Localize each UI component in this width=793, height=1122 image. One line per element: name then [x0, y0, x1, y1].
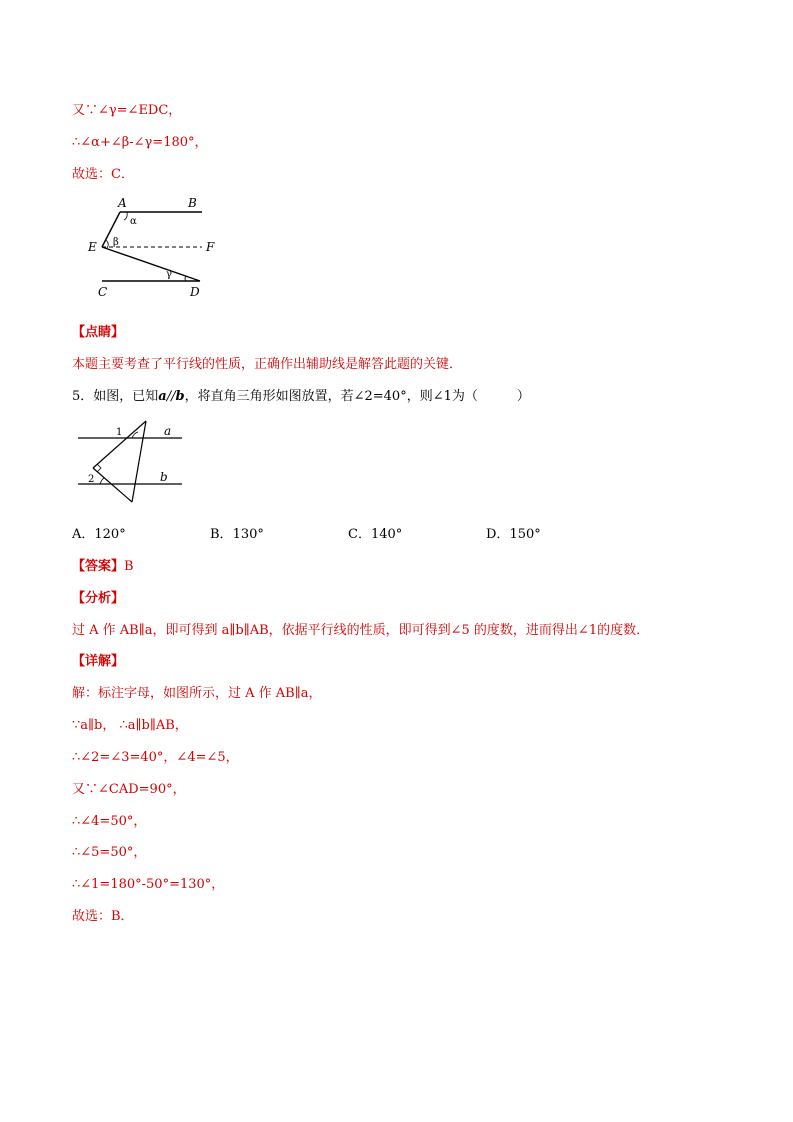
detail-line-1: 解：标注字母，如图所示，过 A 作 AB∥a，: [72, 686, 322, 701]
label-F: F: [206, 240, 215, 254]
option-b-letter: B．: [210, 527, 233, 542]
question-parallel: //: [166, 389, 176, 404]
option-a-value: 120°: [94, 527, 126, 542]
option-a: [72, 526, 126, 544]
option-d-letter: D．: [486, 527, 510, 542]
answer-value: B: [124, 559, 134, 574]
figure-parallel-lines-zigzag: [80, 192, 230, 302]
option-d: [486, 526, 541, 544]
label-A: A: [118, 196, 127, 210]
figure-triangle-parallel: [76, 416, 188, 508]
detail-header: 【详解】: [72, 654, 125, 669]
comment-header: 【点睛】: [72, 325, 125, 340]
label-D: D: [190, 285, 200, 299]
question-5: [72, 388, 530, 406]
option-b-value: 130°: [232, 527, 264, 542]
option-a-letter: A．: [72, 527, 95, 542]
prev-solution-line-3: 故选：C．: [72, 167, 134, 182]
label-E: E: [88, 240, 97, 254]
option-b: [210, 526, 264, 544]
fig2-label-2: 2: [88, 474, 95, 485]
label-beta: β: [113, 237, 119, 248]
prev-solution-line-2: ∴∠α+∠β-∠γ=180°，: [72, 135, 208, 150]
option-c-letter: C．: [348, 527, 371, 542]
analysis-text: 过 A 作 AB∥a，即可得到 a∥b∥AB，依据平行线的性质，即可得到∠5 的度数，进而得出∠1的度数．: [72, 623, 650, 638]
question-text-after: ，将直角三角形如图放置，若∠2=40°，则∠1为（ ）: [184, 389, 530, 404]
detail-line-6: ∴∠5=50°，: [72, 845, 147, 860]
fig2-label-b: b: [160, 470, 168, 484]
label-gamma: γ: [166, 269, 172, 280]
detail-line-3: ∴∠2=∠3=40°，∠4=∠5，: [72, 750, 239, 765]
answer: [72, 558, 134, 576]
option-c-value: 140°: [370, 527, 403, 542]
detail-line-2: ∵a∥b， ∴a∥b∥AB，: [72, 718, 188, 733]
comment-text: 本题主要考查了平行线的性质，正确作出辅助线是解答此题的关键．: [72, 357, 463, 372]
answer-header: 【答案】: [72, 559, 125, 574]
question-text-before: 如图，已知: [93, 389, 159, 404]
detail-line-8: 故选：B．: [72, 909, 134, 924]
label-alpha: α: [130, 216, 137, 227]
question-a: a: [158, 389, 167, 404]
question-number: 5．: [72, 389, 94, 404]
option-c: [348, 526, 402, 544]
detail-line-5: ∴∠4=50°，: [72, 814, 147, 829]
label-C: C: [98, 285, 108, 299]
detail-line-4: 又∵∠CAD=90°，: [72, 782, 186, 797]
detail-line-7: ∴∠1=180°-50°=130°，: [72, 877, 225, 892]
fig2-label-1: 1: [116, 427, 123, 438]
fig2-label-a: a: [164, 424, 172, 438]
prev-solution-line-1: 又∵∠γ=∠EDC，: [72, 103, 182, 118]
analysis-header: 【分析】: [72, 591, 125, 606]
label-B: B: [188, 196, 197, 210]
option-d-value: 150°: [509, 527, 541, 542]
question-b: b: [175, 389, 185, 404]
